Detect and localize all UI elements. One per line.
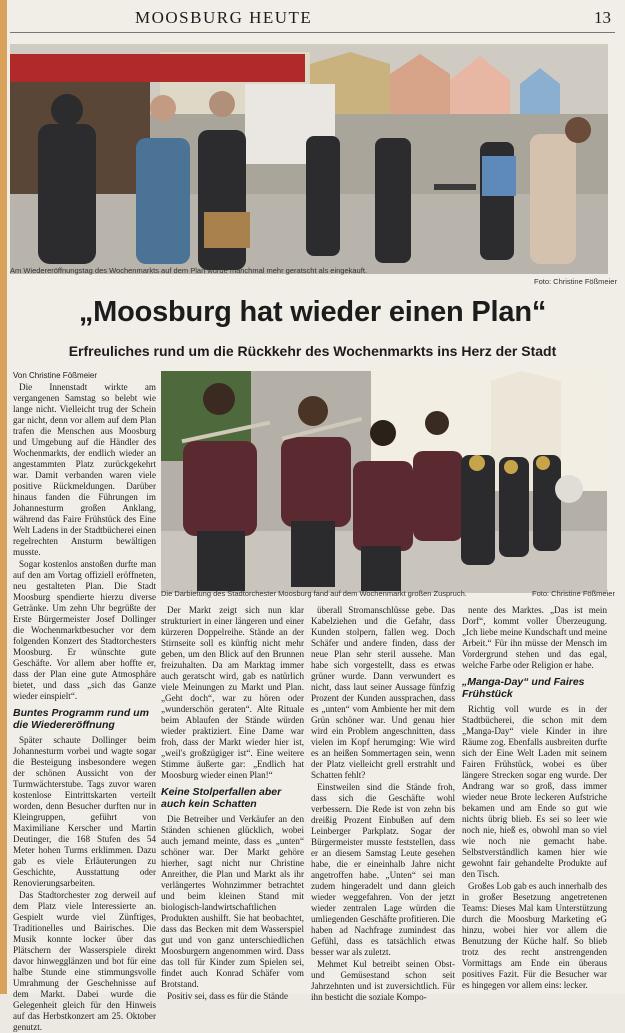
subheading: Buntes Programm rund um die Wiedereröffnung — [13, 707, 149, 731]
page-header — [10, 6, 615, 33]
paragraph: überall Stromanschlüsse gebe. Das Kabelziehen und die Gefahr, dass Kunden stolpern, fallen weg. Doch Schäfer und andere finden, dass der neue Plan sehr steril aussehe. Man habe sich vorgestellt, dass es etwas grüner wurde. Dann verwundert es nicht, dass laut seiner Aussage fünfzig Prozent der Kunden aussprachen, dass es „unten“ vom Ambiente her mit dem Grün schöner war. Und genau hier wird ein Problem angeschnitten, dass vielen im Kopf herumging: Wie wird es an heißen Sommertagen sein, wenn der Platz vielleicht grell erstrahlt und Schatten fehlt? — [311, 605, 455, 780]
article-column-2 — [161, 605, 304, 1001]
publication-name: MOOSBURG HEUTE — [135, 8, 313, 27]
paragraph: Positiv sei, dass es für die Stände — [167, 991, 288, 1001]
article-column-4 — [462, 605, 607, 990]
paragraph: Mehmet Kul betreibt seinen Obst- und Gemüsestand schon seit Jahrzehnten und ist zuversichtlich. Für ihn besticht die soziale Kompo- — [311, 959, 455, 1002]
paragraph: Die Innenstadt wirkte am vergangenen Samstag so belebt wie lange nicht. Vielleicht trug der Schein gar nicht, denn vor allem auf dem Plan trafen die Menschen aus Moosburg und Umgebung auf die Händler des Wochenmarkts, der endlich wieder an angestammten Platz zurückgekehrt war. Damit verbanden waren viele positive Rückmeldungen. Darüber hinaus fanden die Führungen im Johannesturm großen Anklang, während das Faire Frühstück des Eine Welt Ladens in der Stadtbücherei einen regelrechten Ansturm bewältigen musste. — [13, 382, 156, 557]
market-photo-image — [10, 44, 608, 274]
market-photo — [10, 44, 608, 274]
paragraph: Später schaute Dollinger beim Johannesturm vorbei und wagte sogar die Besteigung insbesondere wegen der schönen Aussicht von der Turmwächterstube. Tags zuvor waren kostenlose Eintrittskarten verteilt worden, denn Besucher durften nur in Kleingruppen, geführt von Maximiliane Kerscher und Martin Deutinger, die 168 Stufen des 54 Meter hohen Turms erklimmen. Dazu gab es viele Erläuterungen zu Geschichte, Ausstattung oder Renovierungsarbeiten. — [13, 735, 156, 888]
headline: „Moosburg hat wieder einen Plan“ — [78, 296, 547, 328]
photo-credit: Foto: Christine Fößmeier — [534, 277, 617, 286]
article-column-1 — [13, 382, 156, 1032]
paragraph: Richtig voll wurde es in der Stadtbücherei, die schon mit dem „Manga-Day“ viele Kinder in ihre Räume zog. Ebenfalls ausbreiten durfte sich der Eine Welt Laden mit seinem Fairen Frühstück, wobei es über längere Strecken sogar eng wurde. Der Andrang war so groß, dass immer wieder neue Brote leckeren Aufstriche bekamen und am Ende so gut wie nichts übrig blieb. Es sei so leer wie noch nie, hieß es, obwohl man so viel wie noch nie gemacht habe. Selbstverständlich kamen hier wie gewohnt fair gehandelte Produkte auf den Tisch. — [462, 704, 607, 879]
page-number: 13 — [594, 8, 611, 27]
subheading: Keine Stolperfallen aber auch kein Schatten — [161, 786, 282, 810]
band-photo-caption: Die Darbietung des Stadtorchester Moosburg fand auf dem Wochenmarkt großen Zuspruch. — [161, 589, 467, 598]
paragraph: Die Betreiber und Verkäufer an den Ständen schienen glücklich, wobei auch jemand meinte, dass es „unten“ schöner war. Der Markt gehöre hierher, sagt nicht nur Christine Anreither, die Plan und Markt als ihr verlängertes Wohnzimmer betrachtet und beim kleinen Stand mit biologisch-landwirtschaftlichen Produkten aushilft. Sie hat beobachtet, dass das Becken mit dem Wasserspiel gut und von ganz unterschiedlichen Moosburgern angenommen wird. Dass das toll für Kinder zum Spielen sei, findet auch Konrad Schäfer vom Brotstand. — [161, 814, 304, 989]
binding-edge — [0, 0, 7, 994]
paragraph: nente des Marktes. „Das ist mein Dorf“, kommt voller Überzeugung. „Ich liebe meine Kundschaft und meine Arbeit.“ Für ihn müsse der Mensch im Vordergrund stehen und das egal, welche Farbe oder Religion er habe. — [462, 605, 607, 670]
paragraph: Einstweilen sind die Stände froh, dass sich die Geschäfte wohl verbessern. Die Rede ist von zehn bis dreißig Prozent Einbußen auf dem Leinberger Parkplatz. Sogar der Bürgermeister musste feststellen, dass er an diesem Samstag Leute gesehen habe, die er eineinhalb Jahre nicht angetroffen habe. „Unten“ sei man zudem hingeradelt und dann gleich wieder weggefahren. Von der jetzt wieder zentralen Lage würden die umliegenden Geschäfte profitieren. Die haben ad Nachfrage zumindest das Gefühl, dass es tatsächlich etwas besser war als zuletzt. — [311, 782, 455, 957]
article-column-3 — [311, 605, 455, 1002]
photo-caption: Am Wiedereröffnungstag des Wochenmarkts auf dem Plan wurde manchmal mehr geratscht als eingekauft. — [10, 266, 367, 275]
paragraph: Großes Lob gab es auch innerhalb des in großer Besetzung angetretenen Teams: Dieses Mal kam Unterstützung durch die Moosburg Marketing eG hinzu, wobei hier vor allem die Benutzung der Küche half. So blieb trotz des recht anstrengenden Vormittags am Ende ein überaus positives Fazit. Für die Besucher war es hingegen vor allem eins: lecker. — [462, 881, 607, 990]
paragraph: Das Stadtorchester zog derweil auf dem Platz viele Interessierte an. Gespielt wurde viel Zünftiges, Traditionelles und Bairisches. Die Musik konnte locker über das Plätschern der Wasserspiele direkt davor hinwegglänzen und bot für eine halbe Stunde eine stimmungsvolle Umrahmung der Geschehnisse auf dem Markt. Dabei wurde die Gelegenheit gleich für den Hinweis auf das Herbstkonzert am 25. Oktober genutzt. — [13, 890, 156, 1032]
subheading: „Manga-Day“ und Faires Frühstück — [462, 676, 585, 700]
band-photo-credit: Foto: Christine Fößmeier — [532, 589, 615, 598]
author-byline: Von Christine Fößmeier — [13, 371, 98, 380]
band-photo — [161, 371, 607, 593]
subheadline: Erfreuliches rund um die Rückkehr des Wochenmarkts ins Herz der Stadt — [68, 343, 557, 359]
paragraph: Der Markt zeigt sich nun klar strukturiert in einer längeren und einer kürzeren Doppelreihe. Stände an der Stirnseite soll es künftig nicht mehr geben, um den Blick auf den Brunnen freizuhalten. Da am Marktag immer auch geratscht wird, gab es natürlich viele Meinungen zu Markt und Plan. „Geht doch“, war zu hören oder „wunderschön geraten“. Alte Rituale beim Ablaufen der Stände würden wieder praktiziert. Eine Dame war froh, dass der Markt wieder hier ist, „weil's großzügiger ist“. Eine weitere Stimme äußerte gar: „Endlich hat Moosburg wieder einen Plan!“ — [161, 605, 304, 780]
paragraph: Sogar kostenlos anstoßen durfte man auf den am Vortag offiziell eröffneten, neu gestalteten Plan. Die Stadt Moosburg spendierte hierzu diverse Getränke. Um zehn Uhr begrüßte der Erste Bürgermeister Josef Dollinger die Wochenmarktbesucher vor dem folgenden Konzert des Stadtorchesters Moosburg. Er wünschte gute Geschäfte. Vor allem aber hoffte er, dass der Plan eine gute Atmosphäre bietet, und dass „sich das Ganze wieder einspielt“. — [13, 559, 156, 701]
band-photo-image — [161, 371, 607, 593]
